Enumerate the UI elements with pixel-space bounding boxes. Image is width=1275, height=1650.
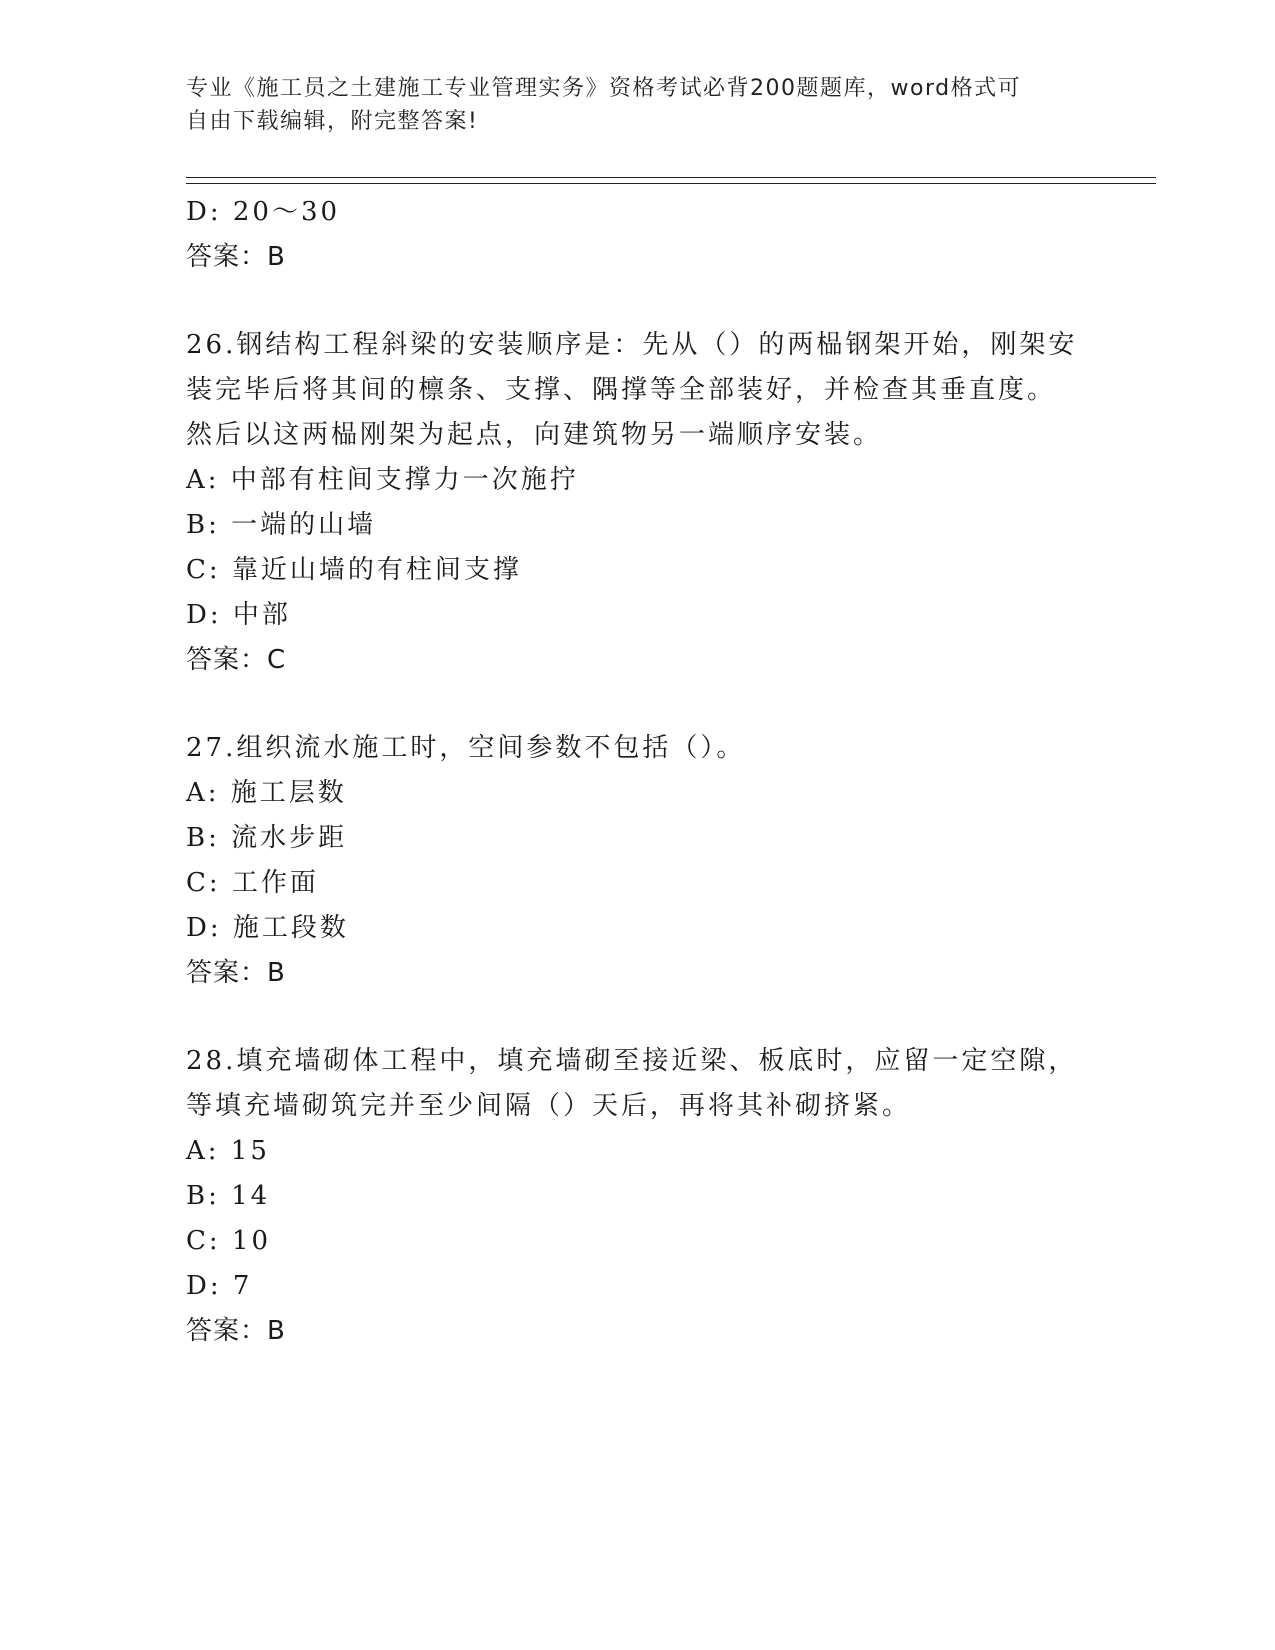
question-text-line: 等填充墙砌筑完并至少间隔（）天后，再将其补砌挤紧。	[186, 1091, 912, 1121]
question-list	[186, 190, 1086, 1354]
question-text-line: 装完毕后将其间的檩条、支撑、隅撑等全部装好，并检查其垂直度。	[186, 375, 1057, 405]
option-b: B: 流水步距	[186, 823, 348, 853]
answer-line: 答案：B	[186, 1316, 286, 1346]
answer-line: 答案：C	[186, 645, 287, 675]
header-divider-bottom	[186, 183, 1156, 184]
option-d: D: 7	[186, 1271, 253, 1301]
option-b: B: 一端的山墙	[186, 510, 377, 540]
question-text-line: 27.组织流水施工时，空间参数不包括（）。	[186, 733, 746, 763]
question-text-line: 28.填充墙砌体工程中，填充墙砌至接近梁、板底时，应留一定空隙，	[186, 1046, 1078, 1076]
answer-line: 答案：B	[186, 242, 286, 272]
option-d: D: 中部	[186, 600, 291, 630]
question-27	[186, 726, 1086, 996]
question-text-line: 26.钢结构工程斜梁的安装顺序是：先从（）的两榀钢架开始，刚架安	[186, 330, 1078, 360]
option-a: A: 中部有柱间支撑力一次施拧	[186, 465, 579, 495]
question-28	[186, 1039, 1086, 1354]
question-26	[186, 323, 1086, 683]
document-header	[186, 72, 1066, 138]
header-line-1: 专业《施工员之土建施工专业管理实务》资格考试必背200题题库，word格式可	[186, 76, 1022, 101]
previous-question-tail	[186, 190, 1086, 280]
option-a: A: 15	[186, 1136, 270, 1166]
header-line-2: 自由下载编辑，附完整答案!	[186, 109, 479, 134]
option-d: D: 施工段数	[186, 913, 349, 943]
option-a: A: 施工层数	[186, 778, 347, 808]
header-divider-top	[186, 177, 1156, 178]
answer-line: 答案：B	[186, 958, 286, 988]
option-c: C: 工作面	[186, 868, 319, 898]
option-c: C: 10	[186, 1226, 272, 1256]
option-b: B: 14	[186, 1181, 271, 1211]
question-text-line: 然后以这两榀刚架为起点，向建筑物另一端顺序安装。	[186, 420, 883, 450]
option-d: D: 20～30	[186, 197, 341, 227]
option-c: C: 靠近山墙的有柱间支撑	[186, 555, 522, 585]
